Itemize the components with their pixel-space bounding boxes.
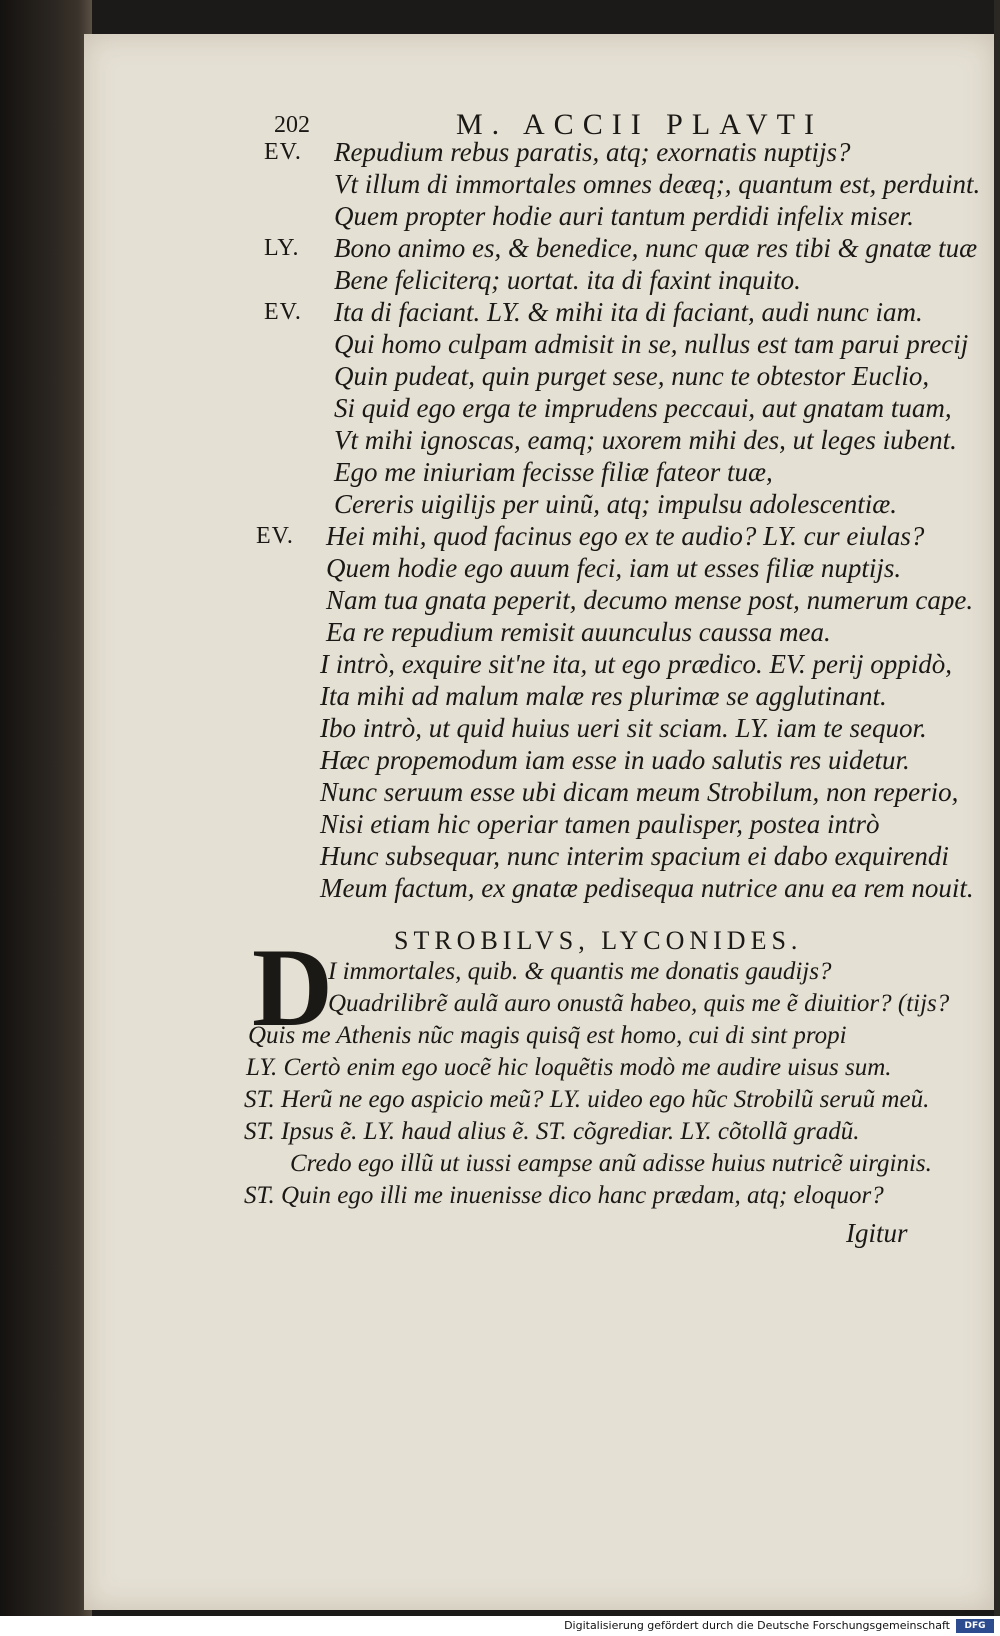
verse-line: Credo ego illũ ut iussi eampse anũ adisse huius nutricẽ uirginis. [290, 1150, 932, 1177]
digitization-footer [0, 1616, 1000, 1636]
verse-line: Ibo intrò, ut quid huius ueri sit sciam. LY. iam te sequor. [320, 713, 927, 743]
speaker-label: LY. [264, 235, 300, 261]
page-number: 202 [274, 112, 310, 138]
catchword: Igitur [846, 1218, 908, 1248]
verse-line: LY. Certò enim ego uocẽ hic loquẽtis modò me audire uisus sum. [246, 1054, 892, 1081]
verse-line: Ita mihi ad malum malæ res plurimæ se agglutinant. [320, 681, 887, 711]
verse-line: Hæc propemodum iam esse in uado salutis res uidetur. [320, 745, 910, 775]
verse-line: ST. Quin ego illi me inuenisse dico hanc prædam, atq; eloquor? [244, 1182, 884, 1209]
verse-line: Repudium rebus paratis, atq; exornatis nuptijs? [334, 137, 851, 167]
verse-line: Ea re repudium remisit auunculus caussa mea. [326, 617, 831, 647]
verse-line: Nisi etiam hic operiar tamen paulisper, postea intrò [320, 809, 880, 839]
page-edge [994, 0, 1000, 1636]
footer-credit: Digitalisierung gefördert durch die Deutsche Forschungsgemeinschaft [564, 1619, 950, 1632]
verse-line: Nunc seruum esse ubi dicam meum Strobilum, non reperio, [320, 777, 959, 807]
verse-line: Ego me iniuriam fecisse filiæ fateor tuæ, [334, 457, 773, 487]
verse-line: Si quid ego erga te imprudens peccaui, aut gnatam tuam, [334, 393, 952, 423]
verse-line: Ita di faciant. LY. & mihi ita di faciant, audi nunc iam. [334, 297, 923, 327]
verse-line: Quem propter hodie auri tantum perdidi infelix miser. [334, 201, 914, 231]
verse-line: Bene feliciterq; uortat. ita di faxint inquito. [334, 265, 801, 295]
scene-heading: STROBILVS, LYCONIDES. [394, 926, 803, 955]
page-text [84, 34, 994, 1610]
verse-line: Qui homo culpam admisit in se, nullus est tam parui precij [334, 329, 969, 359]
verse-line: Meum factum, ex gnatæ pedisequa nutrice anu ea rem nouit. [320, 873, 974, 903]
speaker-label: EV. [264, 299, 302, 325]
running-head: M. ACCII PLAVTI [456, 108, 823, 141]
verse-line: Quin pudeat, quin purget sese, nunc te obtestor Euclio, [334, 361, 930, 391]
book-binding [0, 0, 92, 1636]
verse-line: Cereris uigilijs per uinũ, atq; impulsu adolescentiæ. [334, 489, 897, 519]
verse-line: Nam tua gnata peperit, decumo mense post, numerum cape. [326, 585, 974, 615]
speaker-label: EV. [264, 139, 302, 165]
verse-line: Quis me Athenis nũc magis quisq̃ est homo, cui di sint propi [248, 1022, 847, 1049]
verse-line: Quem hodie ego auum feci, iam ut esses filiæ nuptijs. [326, 553, 902, 583]
verse-line: Vt illum di immortales omnes deæq;, quantum est, perduint. [334, 169, 981, 199]
verse-line: Vt mihi ignoscas, eamq; uxorem mihi des, ut leges iubent. [334, 425, 957, 455]
verse-line: Hei mihi, quod facinus ego ex te audio? LY. cur eiulas? [326, 521, 925, 551]
verse-line: Quadrilibrẽ aulã auro onustã habeo, quis me ẽ diuitior? (tijs? [328, 990, 950, 1017]
verse-line: I intrò, exquire sit'ne ita, ut ego prædico. EV. perij oppidò, [320, 649, 952, 679]
verse-line: I immortales, quib. & quantis me donatis gaudijs? [328, 958, 832, 985]
dfg-logo-icon: DFG [956, 1619, 994, 1633]
drop-cap: D [252, 926, 333, 1050]
verse-line: ST. Herũ ne ego aspicio meũ? LY. uideo ego hũc Strobilũ seruũ meũ. [244, 1086, 930, 1113]
verse-line: Bono animo es, & benedice, nunc quæ res tibi & gnatæ tuæ [334, 233, 978, 263]
book-page [84, 34, 994, 1610]
verse-line: ST. Ipsus ẽ. LY. haud alius ẽ. ST. cõgrediar. LY. cõtollã gradũ. [244, 1118, 860, 1145]
speaker-label: EV. [256, 523, 294, 549]
verse-line: Hunc subsequar, nunc interim spacium ei dabo exquirendi [320, 841, 949, 871]
